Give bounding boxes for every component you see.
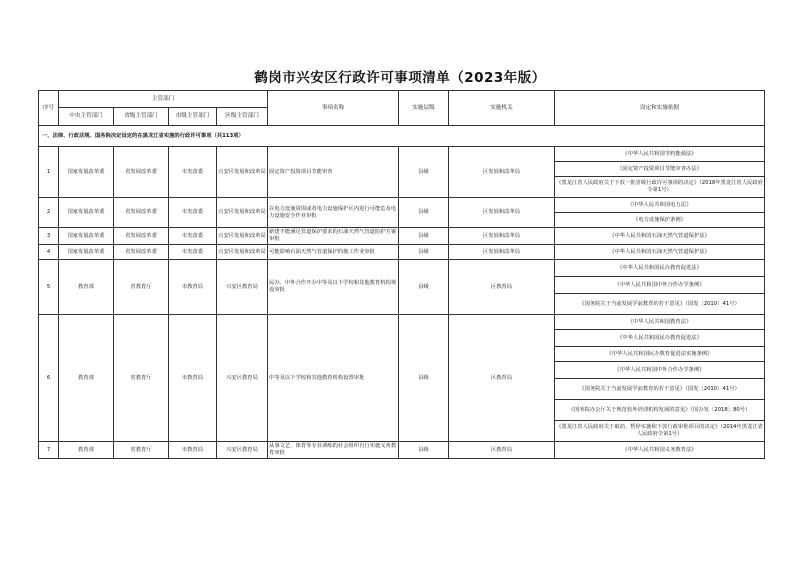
table-row (39, 315, 765, 330)
cell-seq: 5 (39, 260, 59, 315)
cell-seq: 1 (39, 147, 59, 198)
cell-district-dept: 兴安区发展和改革局 (217, 198, 268, 228)
header-central: 中央主管部门 (59, 108, 114, 126)
cell-province-dept: 省教育厅 (114, 442, 169, 459)
cell-basis: 《国务院关于当前发展学前教育的若干意见》（国发〔2010〕41号） (555, 379, 765, 400)
cell-seq: 7 (39, 442, 59, 459)
cell-basis: 《中华人民共和国节约能源法》 (555, 147, 765, 162)
header-level: 实施层级 (399, 91, 449, 126)
section-heading: 一、法律、行政法规、国务院决定设定的在黑龙江省实施的行政许可事项（共113项） (39, 126, 765, 147)
cell-basis: 《中华人民共和国中外合作办学条例》 (555, 362, 765, 379)
cell-city-dept: 市发改委 (169, 198, 217, 228)
cell-agency: 区教育局 (449, 442, 555, 459)
cell-city-dept: 市发改委 (169, 147, 217, 198)
cell-agency: 区发展和改革局 (449, 228, 555, 245)
cell-city-dept: 市教育局 (169, 260, 217, 315)
cell-district-dept: 兴安区发展和改革局 (217, 245, 268, 260)
cell-level: 县级 (399, 198, 449, 228)
cell-basis: 《黑龙江省人民政府关于取消、暂停实施和下放行政审批项目的决定》（2014年黑龙江省人民政府令第1号） (555, 421, 765, 442)
table-row (39, 245, 765, 260)
header-province: 省级主管部门 (114, 108, 169, 126)
cell-central-dept: 国家发展改革委 (59, 245, 114, 260)
cell-province-dept: 省发展改革委 (114, 228, 169, 245)
header-basis: 设定和实施依据 (555, 91, 765, 126)
cell-basis: 《中华人民共和国电力法》 (555, 198, 765, 213)
cell-item-name: 在电力设施周围或者电力设施保护区内进行可能危及电力设施安全作业审批 (268, 198, 399, 228)
table-row (39, 228, 765, 245)
cell-city-dept: 市教育局 (169, 442, 217, 459)
document-title: 鹤岗市兴安区行政许可事项清单（2023年版） (254, 70, 546, 86)
cell-district-dept: 兴安区发展和改革局 (217, 228, 268, 245)
cell-basis: 《国务院关于当前发展学前教育的若干意见》（国发〔2010〕41号） (555, 294, 765, 315)
cell-seq: 3 (39, 228, 59, 245)
cell-district-dept: 兴安区教育局 (217, 442, 268, 459)
cell-district-dept: 兴安区发展和改革局 (217, 147, 268, 198)
permit-table (38, 90, 765, 459)
header-dept-group: 主管部门 (59, 91, 268, 108)
cell-district-dept: 兴安区教育局 (217, 260, 268, 315)
cell-basis: 《电力设施保护条例》 (555, 213, 765, 228)
cell-seq: 4 (39, 245, 59, 260)
cell-agency: 区发展和改革局 (449, 245, 555, 260)
cell-item-name: 新建不能满足管道保护要求的石油天然气管道防护方案审批 (268, 228, 399, 245)
cell-province-dept: 省教育厅 (114, 260, 169, 315)
cell-item-name: 可能影响石油天然气管道保护的施工作业审批 (268, 245, 399, 260)
cell-level: 县级 (399, 315, 449, 442)
cell-basis: 《国务院办公厅关于规范校外培训机构发展的意见》（国办发〔2018〕80号） (555, 400, 765, 421)
cell-level: 县级 (399, 245, 449, 260)
cell-agency: 区发展和改革局 (449, 198, 555, 228)
cell-level: 县级 (399, 228, 449, 245)
cell-basis: 《黑龙江省人民政府关于下放一批省级行政许可事项的决定》（2018年黑龙江省人民政府令第1号） (555, 177, 765, 198)
cell-city-dept: 市发改委 (169, 245, 217, 260)
cell-item-name: 中等及以下学校和其他教育机构设置审批 (268, 315, 399, 442)
cell-basis: 《中华人民共和国义务教育法》 (555, 442, 765, 459)
cell-central-dept: 国家发展改革委 (59, 198, 114, 228)
cell-province-dept: 省发展改革委 (114, 245, 169, 260)
header-item: 事项名称 (268, 91, 399, 126)
table-row (39, 442, 765, 459)
cell-central-dept: 国家发展改革委 (59, 147, 114, 198)
cell-basis: 《中华人民共和国石油天然气管道保护法》 (555, 245, 765, 260)
cell-agency: 区发展和改革局 (449, 147, 555, 198)
cell-item-name: 民办、中外合作开办中等及以下学校和其他教育机构筹设审批 (268, 260, 399, 315)
cell-basis: 《固定资产投资项目节能审查办法》 (555, 162, 765, 177)
cell-seq: 2 (39, 198, 59, 228)
cell-city-dept: 市教育局 (169, 315, 217, 442)
cell-central-dept: 教育部 (59, 260, 114, 315)
cell-district-dept: 兴安区教育局 (217, 315, 268, 442)
cell-item-name: 从事文艺、体育等专业训练的社会组织自行实施义务教育审批 (268, 442, 399, 459)
cell-level: 县级 (399, 442, 449, 459)
cell-central-dept: 教育部 (59, 315, 114, 442)
cell-basis: 《中华人民共和国石油天然气管道保护法》 (555, 228, 765, 245)
cell-agency: 区教育局 (449, 260, 555, 315)
cell-basis: 《中华人民共和国民办教育促进法》 (555, 330, 765, 347)
cell-central-dept: 国家发展改革委 (59, 228, 114, 245)
header-city: 市级主管部门 (169, 108, 217, 126)
cell-central-dept: 教育部 (59, 442, 114, 459)
cell-seq: 6 (39, 315, 59, 442)
header-seq: 序号 (39, 91, 59, 126)
cell-agency: 区教育局 (449, 315, 555, 442)
cell-province-dept: 省发展改革委 (114, 147, 169, 198)
table-row (39, 260, 765, 277)
cell-level: 县级 (399, 260, 449, 315)
cell-item-name: 固定资产投资项目节能审查 (268, 147, 399, 198)
cell-basis: 《中华人民共和国民办教育促进法实施条例》 (555, 347, 765, 362)
table-row (39, 198, 765, 213)
header-district: 区级主管部门 (217, 108, 268, 126)
cell-city-dept: 市发改委 (169, 228, 217, 245)
table-body (39, 126, 765, 459)
cell-basis: 《中华人民共和国中外合作办学条例》 (555, 277, 765, 294)
cell-basis: 《中华人民共和国民办教育促进法》 (555, 260, 765, 277)
cell-province-dept: 省发展改革委 (114, 198, 169, 228)
header-agency: 实施机关 (449, 91, 555, 126)
cell-level: 县级 (399, 147, 449, 198)
table-row (39, 147, 765, 162)
cell-province-dept: 省教育厅 (114, 315, 169, 442)
cell-basis: 《中华人民共和国教育法》 (555, 315, 765, 330)
